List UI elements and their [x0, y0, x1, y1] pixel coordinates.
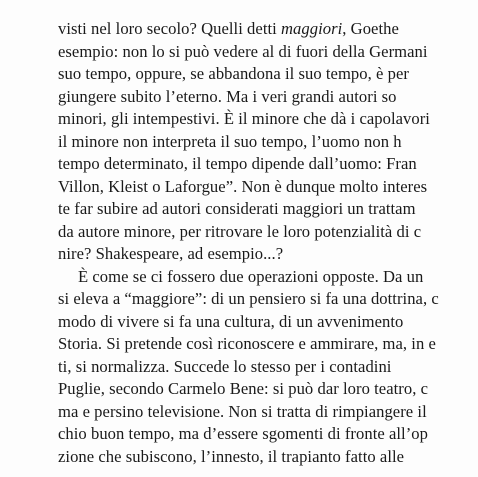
text-span: visti nel loro secolo? Quelli detti	[58, 19, 282, 38]
text-line-2: esempio: non lo si può vedere al di fuori della Germani	[58, 41, 428, 61]
text-line-10: da autore minore, per ritrovare le loro potenzialità di c	[58, 221, 422, 241]
text-span: , Goethe	[342, 19, 399, 38]
text-line-12: È come se ci fossero due operazioni opposte. Da un	[78, 266, 424, 286]
text-line-11: nire? Shakespeare, ad esempio...?	[58, 244, 284, 263]
text-line-3: suo tempo, oppure, se abbandona il suo tempo, è per	[58, 64, 409, 83]
text-line-18: ma e persino televisione. Non si tratta di rimpiangere il	[58, 401, 427, 421]
text-line-16: ti, si normalizza. Succede lo stesso per i contadini	[58, 356, 392, 376]
text-line-19: chio buon tempo, ma d’essere sgomenti di fronte all’op	[58, 424, 428, 443]
italic-word: maggiori	[281, 19, 343, 38]
text-line-8: Villon, Kleist o Laforgue”. Non è dunque molto interes	[58, 176, 428, 196]
text-line-5: minori, gli intempestivi. È il minore che dà i capolavori	[58, 109, 430, 128]
text-line-7: tempo determinato, il tempo dipende dall’uomo: Fran	[58, 154, 417, 173]
text-line-1	[58, 18, 478, 41]
text-line-14: modo di vivere si fa una cultura, di un avvenimento	[58, 311, 404, 331]
text-line-15: Storia. Si pretende così riconoscere e ammirare, ma, in e	[58, 334, 436, 353]
body-text	[58, 18, 478, 468]
text-line-20: zione che subiscono, l’innesto, il trapianto fatto alle	[58, 446, 405, 466]
text-line-17: Puglie, secondo Carmelo Bene: si può dar loro teatro, c	[58, 379, 429, 398]
text-line-4: giungere subito l’eterno. Ma i veri grandi autori so	[58, 86, 397, 106]
text-line-13: si eleva a “maggiore”: di un pensiero si fa una dottrina, c	[58, 289, 439, 308]
text-line-9: te far subire ad autori considerati maggiori un trattam	[58, 199, 416, 218]
text-line-6: il minore non interpreta il suo tempo, l’uomo non h	[58, 131, 402, 151]
